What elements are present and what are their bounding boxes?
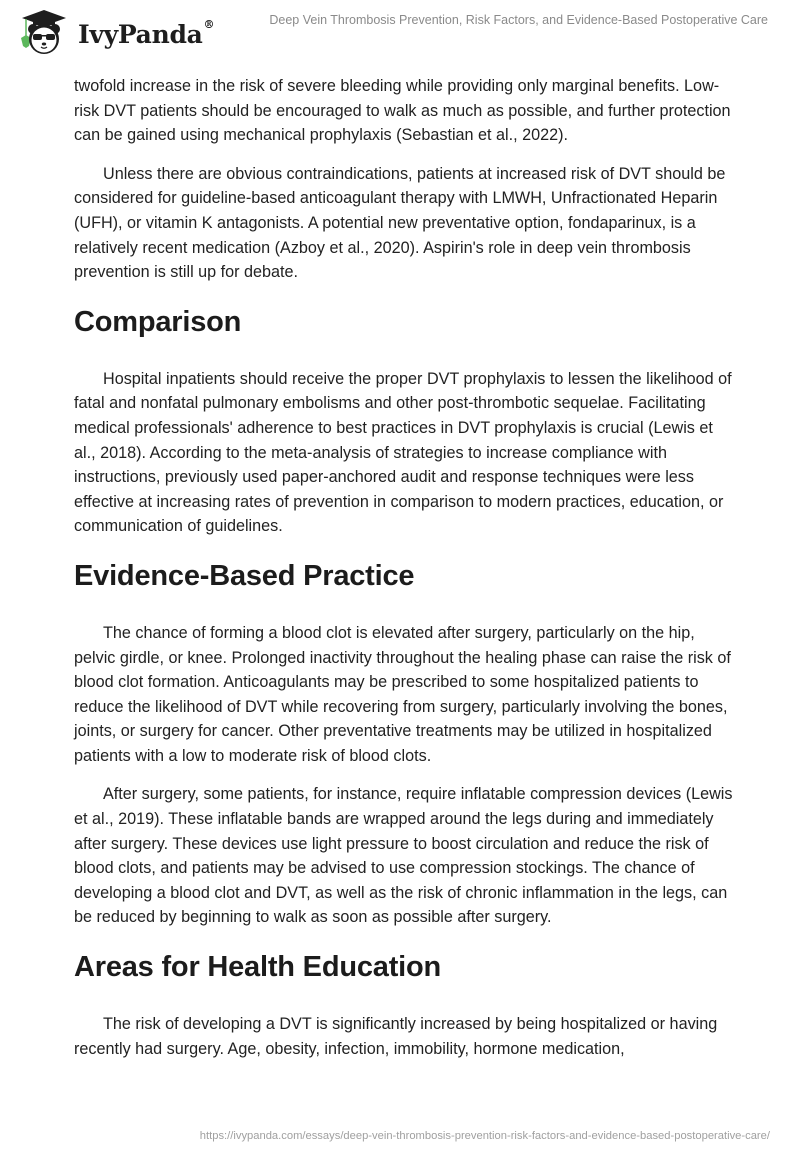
registered-mark: ® (203, 17, 215, 31)
paragraph: The chance of forming a blood clot is elevated after surgery, particularly on the hip, pelvic girdle, or knee. Prolonged inactivity throughout the healing phase can raise the risk of blood clot formation. Anticoagulants may be prescribed to some hospitalized patients to reduce the likelihood of DVT while recovering from surgery, particularly involving the bones, joints, or surgery for cancer. Other preventative treatments may be utilized in hospitalized patients with a low to moderate risk of blood clots. (74, 623, 731, 765)
paragraph: Hospital inpatients should receive the proper DVT prophylaxis to lessen the likelihood of fatal and nonfatal pulmonary embolisms and other post-thrombotic sequelae. Facilitating medical professionals' adherence to best practices in DVT prophylaxis is crucial (Lewis et al., 2018). According to the meta-analysis of strategies to increase compliance with instructions, previously used paper-anchored audit and response techniques were less effective at increasing rates of prevention in comparison to modern practices, education, or communication of guidelines. (74, 369, 732, 536)
brand-name: IvyPanda® (78, 17, 215, 49)
essay-body (74, 74, 734, 1075)
panda-graduate-icon (18, 8, 70, 56)
ivypanda-logo[interactable] (18, 8, 214, 56)
document-title: Deep Vein Thrombosis Prevention, Risk Factors, and Evidence-Based Postoperative Care (269, 13, 768, 27)
paragraph: The risk of developing a DVT is significantly increased by being hospitalized or having recently had surgery. Age, obesity, infection, immobility, hormone medication, (74, 1015, 718, 1058)
section-heading-evidence-based-practice: Evidence-Based Practice (74, 559, 415, 592)
paragraph: Unless there are obvious contraindications, patients at increased risk of DVT should be considered for guideline-based anticoagulant therapy with LMWH, Unfractionated Heparin (UFH), or vitamin K antagonists. A potential new preventative option, fondaparinux, is a relatively recent medication (Azboy et al., 2020). Aspirin's role in deep vein thrombosis prevention is still up for debate. (74, 164, 726, 282)
page-header (0, 0, 800, 58)
paragraph: After surgery, some patients, for instance, require inflatable compression devices (Lewis et al., 2019). These inflatable bands are wrapped around the legs during and immediately after surgery. These devices use light pressure to boost circulation and reduce the risk of blood clots, and patients may be advised to use compression stockings. The chance of developing a blood clot and DVT, as well as the risk of chronic inflammation in the legs, can be reduced by beginning to walk as soon as possible after surgery. (74, 785, 733, 927)
paragraph: twofold increase in the risk of severe bleeding while providing only marginal benefits. Low-risk DVT patients should be encouraged to walk as much as possible, and further protection can be gained using mechanical prophylaxis (Sebastian et al., 2022). (74, 77, 731, 145)
section-heading-areas-for-health-education: Areas for Health Education (74, 951, 442, 984)
section-heading-comparison: Comparison (74, 305, 242, 338)
source-url-link[interactable]: https://ivypanda.com/essays/deep-vein-thrombosis-prevention-risk-factors-and-evidence-based-postoperative-care/ (199, 1130, 770, 1142)
